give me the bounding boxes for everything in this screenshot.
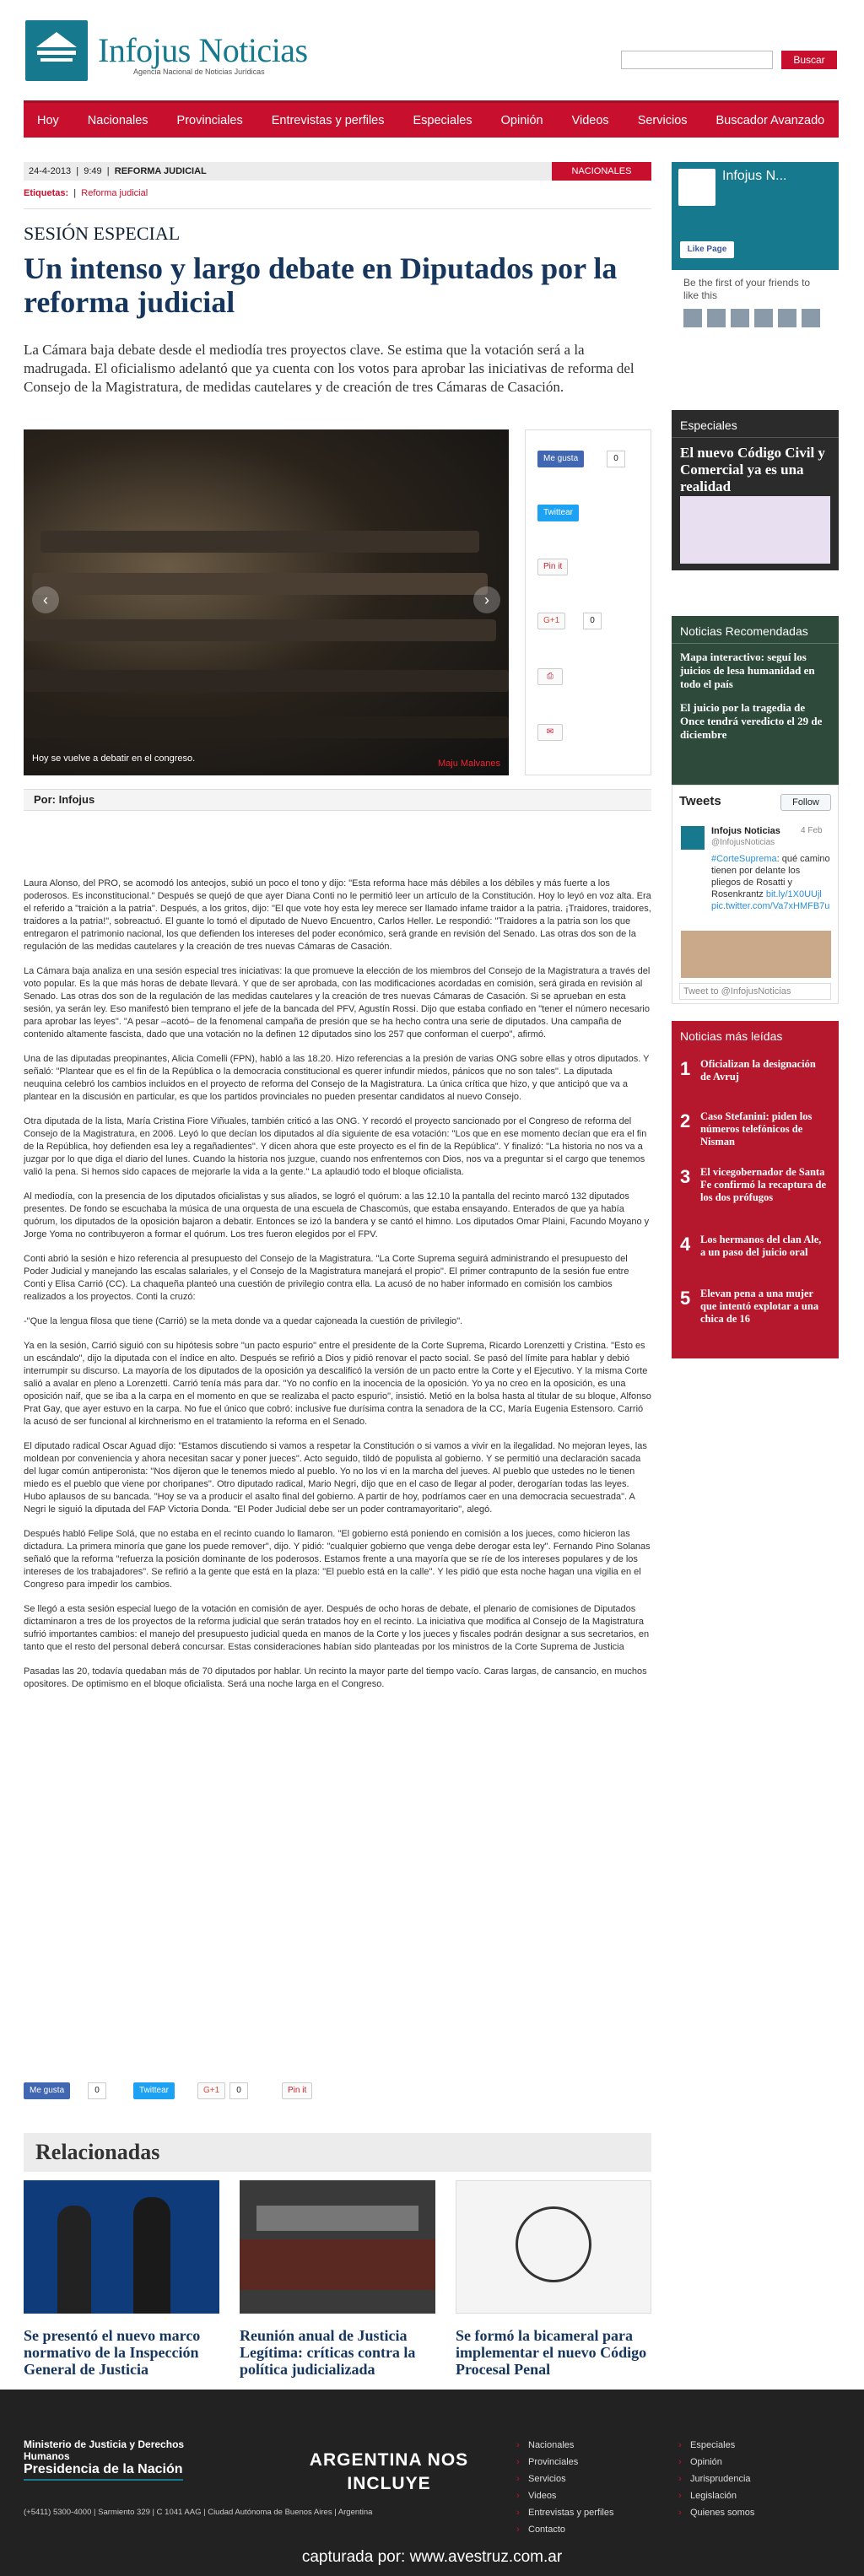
- tweet-author[interactable]: Infojus Noticias: [711, 826, 780, 836]
- paragraph: Después habló Felipe Solá, que no estaba en el recinto cuando lo llamaron. "El gobierno está poniendo en comisión a los jueces, como hicieron las dictadura. La primera minoría que gane los puede remover", dijo. Y pidió: "cualquier gobierno que venga debe derogar esta ley". Fernando Pino Solanas señaló que la reforma "refuerza la posición dominante de los poderosos. Estamos frente a una mayoría que se ríe de los intereses populares y de los intereses de los trabajadores". Se refirió a la gente que está en la plaza: "El pueblo está en la calle". Y les pidió que esta noche hagan una vigilia en el Congreso para impedir los cambios.: [24, 1529, 651, 1590]
- byline: Por: Infojus: [24, 789, 651, 811]
- tweet-link[interactable]: bit.ly/1X0UUjl pic.twitter.com/Va7xHMFB7u: [711, 889, 830, 911]
- facebook-like-button-bottom[interactable]: Me gusta: [24, 2082, 70, 2099]
- tweet-handle[interactable]: @InfojusNoticias: [711, 838, 775, 847]
- paragraph: Laura Alonso, del PRO, se acomodó los anteojos, subió un poco el tono y dijo: "Esta reforma hace más débiles a los débiles y más fuerte a los poderosos. Es inconstitucional." Después se quejó de que ayer Diana Conti no le permitió leer un artículo de la Constitución. Hoy lo leyó en voz alta. Era el referido a "traición a la patria". Después, a los gritos, dijo: "El que vote hoy esta ley merece ser llamado infame traidor a la patria. ¡Traidores, traidores, traidores a la patria!", sobreactuó. El guante lo tomó el diputado de Nuevo Encuentro, Carlos Heller. Le respondió: "Traidores a la patria son los que entregaron el patrimonio nacional, los que defienden los intereses del poder económico, será grande en revisión del Senado. Las otras dos son de la regulación de las medidas cautelares y la creación de tres nuevas Cámaras de Casación.: [24, 878, 651, 952]
- search-button[interactable]: Buscar: [781, 51, 837, 69]
- gplus-count: 0: [583, 613, 602, 629]
- footer-address: (+5411) 5300-4000 | Sarmiento 329 | C 1041 AAG | Ciudad Autónoma de Buenos Aires | Argentina: [24, 2508, 373, 2517]
- article-lead: La Cámara baja debate desde el mediodía tres proyectos clave. Se estima que la votación será a la madrugada. El oficialismo adelantó que ya cuenta con los votos para aprobar las iniciativas de reforma del Consejo de la Magistratura, de medidas cautelares y de creación de tres Cámaras de Casación.: [24, 342, 634, 395]
- paragraph: -"Que la lengua filosa que tiene (Carrió) se la meta donde va a quedar cajoneada la cuestión de privilegio".: [24, 1316, 463, 1326]
- footer-links-2: [678, 2437, 754, 2521]
- related-card[interactable]: [24, 2180, 219, 2378]
- tweets-heading: Tweets: [679, 794, 721, 808]
- nav-item-opinion[interactable]: Opinión: [500, 113, 543, 127]
- facebook-like-button[interactable]: Me gusta: [537, 451, 584, 467]
- tags-label: Etiquetas:: [24, 188, 69, 198]
- related-heading: Relacionadas: [24, 2133, 651, 2172]
- leida-number: 5: [680, 1288, 691, 1309]
- leida-number: 4: [680, 1234, 691, 1255]
- capture-watermark: capturada por: www.avestruz.com.ar: [301, 2548, 563, 2566]
- photo-caption: Hoy se vuelve a debatir en el congreso.: [32, 753, 196, 764]
- nav-item-hoy[interactable]: Hoy: [37, 113, 59, 127]
- paragraph: Pasadas las 20, todavía quedaban más de 70 diputados por hablar. Un recinto la mayor parte del tiempo vacío. Caras largas, de cansancio, en muchos opositores. De optimismo en el bloque oficialista. Será una noche larga en el Congreso.: [24, 1666, 647, 1689]
- article-body: [24, 878, 651, 1703]
- facebook-friends-text: Be the first of your friends to like this: [683, 277, 811, 301]
- nav-item-buscador[interactable]: Buscador Avanzado: [716, 113, 825, 127]
- facebook-count: 0: [607, 451, 625, 467]
- leida-number: 3: [680, 1166, 691, 1187]
- paragraph: El diputado radical Oscar Aguad dijo: "Estamos discutiendo si vamos a respetar la Constitución o si vamos a vivir en la ilegalidad. No mejoran leyes, las moldean por conveniencia y ahora necesitan sacar y poner jueces". Acto seguido, tildó de populista al gobierno. Y se permitió una declaración sacada del lugar común antiperonista: "Nos dijeron que le tenemos miedo al pueblo. Yo no los vi en la marcha del jueves. Al pueblo que ustedes no le tienen miedo es el pueblo que viene por choripanes". Otro diputado radical, Mario Negri, dijo que en el caso de llegar al poder, derogarían todas las leyes. Hubo aplausos de su bancada. "Hoy se va a producir el asalto final del gobierno. A partir de hoy, podríamos caer en una democracia secuestrada". A Negri le siguió la diputada del FAP Victoria Donda. "El Poder Judicial debe ser un poder contramayoritario", alegó.: [24, 1441, 647, 1515]
- photo-credit: Maju Malvanes: [438, 759, 500, 769]
- leida-title[interactable]: Elevan pena a una mujer que intentó explotar a una chica de 16: [700, 1288, 819, 1325]
- especiales-box[interactable]: [672, 410, 839, 570]
- twitter-button[interactable]: Twittear: [537, 505, 579, 521]
- logo-subtitle: Agencia Nacional de Noticias Jurídicas: [133, 68, 265, 76]
- site-header: [0, 0, 864, 97]
- article-time: 9:49: [84, 166, 102, 176]
- gplus-count-bottom: 0: [230, 2082, 248, 2099]
- footer-link[interactable]: › Provinciales: [516, 2454, 613, 2471]
- paragraph: Ya en la sesión, Carrió siguió con su hipótesis sobre "un pacto espurio" entre el presidente de la Corte Suprema, Ricardo Lorenzetti y Cristina. "Esto es un escándalo", dijo la diputada con el índice en alto. Después se refirió a Dios y pidió renovar el pacto social. Se pasó del límite para hablar y debió interrumpir su discurso. La mayoría de los diputados de la oposición ya descalificó la versión de un pacto entre la Corte y el Ejecutivo. Y la misma Corte salió a avalar en pleno a Lorenzetti. Carrió tenía más para dar. "Yo no confío en la inocencia de la oposición. Yo ya no creo en la oposición, es una oposición naif, que se iba a la carpa en el momento en que se realizaba el pacto espurio", insistió. Metió en la bolsa hasta al titular de su bloque, Alfonso Prat Gay, que ayer estuvo en la carpa. No fue el único que cobró: inclusive fue durísima contra la senadora de la CC, María Eugenia Estensoro. Carrió la acusó de ser funcional al kirchnerismo en el tratamiento la reforma en el Senado.: [24, 1341, 651, 1427]
- gplus-button-bottom[interactable]: G+1: [197, 2082, 225, 2099]
- logo-icon[interactable]: [25, 20, 88, 81]
- especiales-title[interactable]: El nuevo Código Civil y Comercial ya es una realidad: [680, 445, 825, 494]
- nav-item-servicios[interactable]: Servicios: [637, 113, 688, 127]
- leida-title[interactable]: Oficializan la designación de Avruj: [700, 1058, 816, 1083]
- related-title[interactable]: Se formó la bicameral para implementar el nuevo Código Procesal Penal: [456, 2327, 647, 2378]
- mas-leidas-box: [672, 1021, 839, 1358]
- article-kicker: SESIÓN ESPECIAL: [24, 223, 181, 244]
- recomendadas-heading: Noticias Recomendadas: [672, 616, 839, 644]
- divider: [24, 208, 651, 209]
- tweet-hashtag[interactable]: #CorteSuprema: [711, 854, 777, 864]
- leida-number: 2: [680, 1110, 691, 1131]
- article-section[interactable]: REFORMA JUDICIAL: [114, 166, 207, 176]
- nav-item-entrevistas[interactable]: Entrevistas y perfiles: [271, 113, 385, 127]
- leida-title[interactable]: El vicegobernador de Santa Fe confirmó la recaptura de los dos prófugos: [700, 1166, 827, 1203]
- footer-link[interactable]: › Quienes somos: [678, 2504, 754, 2521]
- tag-link[interactable]: Reforma judicial: [81, 188, 148, 198]
- tweet-image[interactable]: [681, 931, 831, 978]
- footer-link[interactable]: › Opinión: [678, 2454, 754, 2471]
- facebook-page-name[interactable]: Infojus N...: [722, 169, 787, 183]
- pinterest-button[interactable]: Pin it: [537, 559, 568, 575]
- footer-link[interactable]: › Legislación: [678, 2487, 754, 2504]
- footer-link[interactable]: › Contacto: [516, 2521, 613, 2538]
- article-meta: 24-4-2013 | 9:49 | REFORMA JUDICIAL: [24, 162, 651, 181]
- mas-leidas-heading: Noticias más leídas: [680, 1029, 783, 1043]
- pinterest-button-bottom[interactable]: Pin it: [282, 2082, 312, 2099]
- tweet-body: : qué camino tienen por delante los pliegos de Rosatti y Rosenkrantz: [711, 854, 830, 899]
- footer-link[interactable]: › Servicios: [516, 2471, 613, 2487]
- footer-link[interactable]: › Jurisprudencia: [678, 2471, 754, 2487]
- tweet-avatar[interactable]: [681, 826, 705, 850]
- paragraph: Otra diputada de la lista, María Cristina Fiore Viñuales, también criticó a las ONG. Y recordó el proyecto sancionado por el Congreso de reforma del Consejo de la Magistratura, en 2006. Leyó lo que decían los diputados al día siguiente de esa votación: "Los que en ese momento decían que era el fin de la República, hoy defienden esa ley a regañadientes". Y dicen ahora que este proyecto es el fin de la República". Y finalizó: "La historia no nos va a juzgar por lo que diga el diario del lunes. Cuando la historia nos juzgue, cuando nos enfrentemos con Dios, nos va a preguntar si el cargo que tenemos valió la pena. Si hemos sido capaces de mejorarle la vida a la gente." La aplaudió todo el bloque oficialista.: [24, 1116, 647, 1177]
- search-input[interactable]: [621, 51, 773, 69]
- recomendada-link[interactable]: Mapa interactivo: seguí los juicios de lesa humanidad en todo el país: [680, 651, 815, 690]
- especiales-image[interactable]: [680, 496, 830, 564]
- especiales-heading: Especiales: [672, 410, 839, 438]
- footer-link[interactable]: › Videos: [516, 2487, 613, 2504]
- related-card[interactable]: [240, 2180, 435, 2378]
- paragraph: Una de las diputadas preopinantes, Alicia Comelli (FPN), habló a las 18.20. Hizo referencias a la presión de varias ONG sobre ellas y otros diputados. Y señaló: "Plantear que es el fin de la República o la democracia constitucional es querer infundir miedos, pánicos que no son tales". La diputada neuquina celebró los cambios incluidos en el proyecto de reforma del Consejo de la Magistratura. La única crítica que hizo, y que anticipó que va a plantear en la discusión en particular, es que los partidos provinciales no pueden presentar candidatos al nuevo Consejo.: [24, 1054, 650, 1102]
- recomendadas-box: [672, 616, 839, 785]
- related-image[interactable]: [240, 2180, 435, 2314]
- footer-ministerio[interactable]: Ministerio de Justicia y Derechos Humanos: [24, 2438, 185, 2462]
- related-title[interactable]: Reunión anual de Justicia Legítima: críticas contra la política judicializada: [240, 2327, 416, 2378]
- next-arrow-icon[interactable]: ›: [473, 586, 500, 613]
- footer-link[interactable]: › Entrevistas y perfiles: [516, 2504, 613, 2521]
- recomendada-link[interactable]: El juicio por la tragedia de Once tendrá veredicto el 29 de diciembre: [680, 701, 823, 741]
- paragraph: La Cámara baja analiza en una sesión especial tres iniciativas: la que promueve la elección de los miembros del Consejo de la Magistratura a través del voto popular. Es la que más horas de debate llevará. Y que de ser aprobada, con las modificaciones acordadas en comisión, será girada en revisión al Senado. Las otras dos son de la regulación de las medidas cautelares y la creación de tres nuevas Cámaras de Casación. Si se aprueban en esta sesión, ya serán ley. Eso manifestó bien temprano el jefe de la bancada del PFV, Agustín Rossi. Dijo que estaba confiado en "tener el número necesario para aprobar las leyes". "A pesar –acotó– de la fenomenal campaña de presión que se ha hecho contra una serie de diputados. Una campaña de contenido altamente fascista, dado que una votación no la definen 12 diputados sino los 257 que conforman el cuerpo", afirmó.: [24, 966, 651, 1040]
- related-title[interactable]: Se presentó el nuevo marco normativo de la Inspección General de Justicia: [24, 2327, 201, 2378]
- nav-item-videos[interactable]: Videos: [571, 113, 609, 127]
- share-column: [525, 429, 651, 775]
- facebook-faces: [683, 309, 820, 327]
- bottom-share-bar: [24, 2081, 361, 2101]
- nav-item-especiales[interactable]: Especiales: [413, 113, 472, 127]
- footer-presidencia[interactable]: Presidencia de la Nación: [24, 2462, 183, 2481]
- facebook-count-bottom: 0: [88, 2082, 106, 2099]
- logo-title[interactable]: Infojus Noticias: [98, 31, 308, 69]
- article-headline: Un intenso y largo debate en Diputados por la reforma judicial: [24, 251, 618, 319]
- footer-argentina-logo: ARGENTINA NOS INCLUYE: [309, 2450, 469, 2493]
- main-nav: [24, 100, 839, 138]
- prev-arrow-icon[interactable]: ‹: [32, 586, 59, 613]
- article-photo[interactable]: [24, 429, 509, 775]
- footer-links-1: [516, 2437, 613, 2538]
- paragraph: Se llegó a esta sesión especial luego de la votación en comisión de ayer. Después de ocho horas de debate, el plenario de comisiones de Diputados dictaminaron a tres de los proyectos de la reforma judicial que serán tratados hoy en el recinto. La iniciativa que modifica al Consejo de la Magistratura sufrió importantes cambios: el manejo del presupuesto judicial queda en manos de la Corte y los jueces y fiscales podrán designar a sus secretarios, en tanto que el resto del personal deberá concursar. Estas consideraciones habían sido planteadas por los ministros de la Corte Suprema de Justicia: [24, 1604, 650, 1652]
- paragraph: Conti abrió la sesión e hizo referencia al presupuesto del Consejo de la Magistratura. "La Corte Suprema seguirá administrando el presupuesto del Poder Judicial y manejando las escalas salariales, y el Consejo de la Magistratura manejará el propio". El primer contrapunto de la sesión fue entre Conti y Elisa Carrió (CC). La chaqueña planteó una cuestión de privilegio contra ella. La acusó de no haber informado en comisión los cambios realizados a los proyectos. Conti la cruzó:: [24, 1254, 629, 1302]
- twitter-widget: [672, 785, 839, 1004]
- related-image[interactable]: [24, 2180, 219, 2314]
- facebook-page-widget[interactable]: [672, 162, 839, 270]
- related-card[interactable]: [456, 2180, 651, 2378]
- facebook-page-avatar: [678, 169, 716, 206]
- tags: Etiquetas: | Reforma judicial: [24, 188, 148, 198]
- related-image[interactable]: [456, 2180, 651, 2314]
- tweet-text: [711, 853, 831, 912]
- leida-number: 1: [680, 1058, 691, 1079]
- footer-link[interactable]: › Nacionales: [516, 2437, 613, 2454]
- twitter-button-bottom[interactable]: Twittear: [133, 2082, 175, 2099]
- tweet-date[interactable]: 4 Feb: [801, 826, 823, 835]
- gplus-button[interactable]: G+1: [537, 613, 565, 629]
- facebook-like-page-button[interactable]: Like Page: [680, 241, 734, 258]
- email-icon[interactable]: ✉: [537, 724, 563, 741]
- footer-link[interactable]: › Especiales: [678, 2437, 754, 2454]
- tweet-to-input[interactable]: Tweet to @InfojusNoticias: [679, 983, 831, 1000]
- leida-title[interactable]: Los hermanos del clan Ale, a un paso del juicio oral: [700, 1234, 822, 1258]
- twitter-follow-button[interactable]: Follow: [780, 794, 831, 811]
- nav-item-nacionales[interactable]: Nacionales: [87, 113, 148, 127]
- section-button[interactable]: NACIONALES: [552, 162, 651, 181]
- nav-item-provinciales[interactable]: Provinciales: [176, 113, 243, 127]
- leida-title[interactable]: Caso Stefanini: piden los números telefónicos de Nisman: [700, 1110, 813, 1148]
- article-date: 24-4-2013: [29, 166, 72, 176]
- print-icon[interactable]: ⎙: [537, 668, 563, 685]
- paragraph: Al mediodía, con la presencia de los diputados oficialistas y sus aliados, se logró el quórum: a las 12.10 la pantalla del recinto marcó 132 diputados presentes. De fondo se escuchaba la música de una orquesta de una escuela de Chascomús, que estaba ensayando. Enterados de que ya había quórum, los diputados de la oposición bajaron a debatir. Entonces se izó la bandera y se cantó el himno. Los diputados Omar Plaini, Facundo Moyano y Jorge Yoma no contribuyeron a formar el quórum. Los tres fueron elegidos por el FPV.: [24, 1191, 650, 1239]
